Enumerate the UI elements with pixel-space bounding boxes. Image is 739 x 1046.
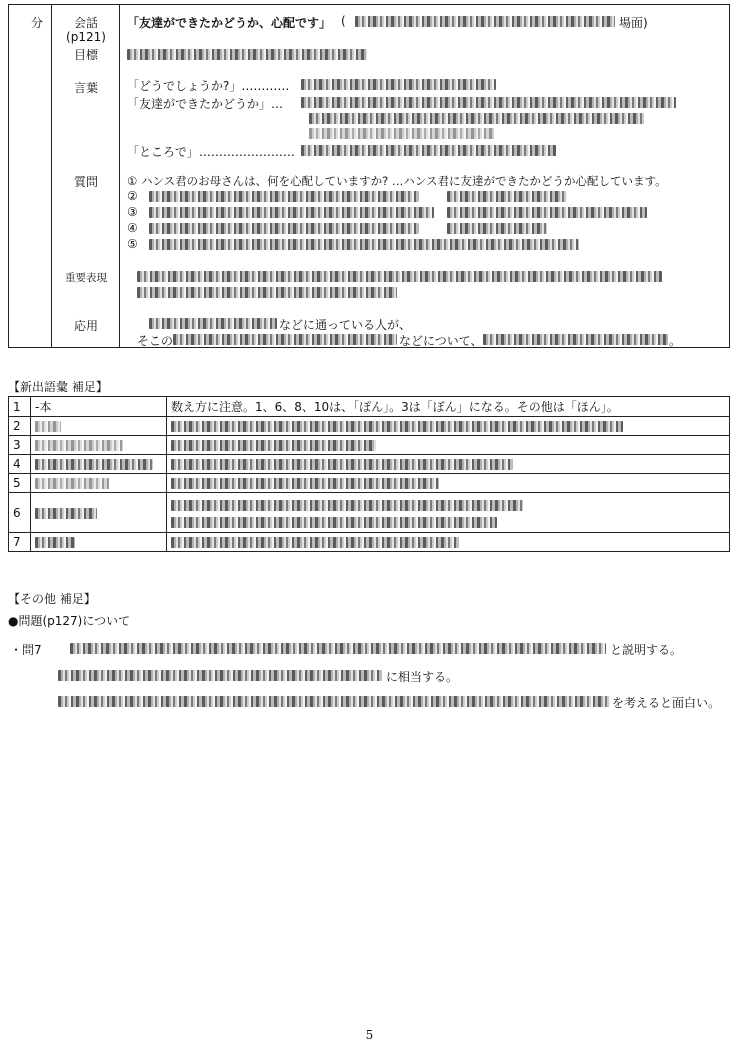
ouyou-label: 応用 xyxy=(73,319,98,333)
vocab-note xyxy=(167,455,730,474)
vocab-word xyxy=(31,533,167,552)
column-divider xyxy=(119,5,120,347)
kotoba-line1: 「どうでしょうか?」………… xyxy=(127,79,290,93)
redacted-text xyxy=(171,459,513,470)
redacted-text xyxy=(35,537,75,548)
question-1: ① ハンス君のお母さんは、何を心配していますか? …ハンス君に友達ができたかどうか心配しています。 xyxy=(127,174,667,188)
shitsumon-label: 質問 xyxy=(73,175,98,189)
redacted-text xyxy=(149,223,419,234)
ouyou-line2-head: そこの xyxy=(137,334,174,348)
question-7-tail: と説明する。 xyxy=(610,643,683,657)
redacted-text xyxy=(35,459,153,470)
redacted-text xyxy=(355,16,615,27)
redacted-text xyxy=(171,478,439,489)
vocab-note xyxy=(167,436,730,455)
vocab-word xyxy=(31,455,167,474)
vocab-table xyxy=(8,396,730,552)
vocab-word xyxy=(31,417,167,436)
problem-bullet: ●問題(p127)について xyxy=(8,614,131,628)
column-divider xyxy=(51,5,52,347)
redacted-text xyxy=(35,508,97,519)
question-5-num: ⑤ xyxy=(127,237,138,251)
redacted-text xyxy=(58,696,610,707)
vocab-num: 1 xyxy=(9,397,31,417)
vocab-note: 数え方に注意。1、6、8、10は、「ぽん」。3は「ぼん」になる。その他は「ほん」。 xyxy=(167,397,730,417)
mokuhyou-label: 目標 xyxy=(73,48,98,62)
redacted-text xyxy=(171,440,376,451)
question-4-num: ④ xyxy=(127,221,138,235)
table-row xyxy=(9,474,730,493)
vocab-num: 7 xyxy=(9,533,31,552)
ouyou-line1: などに通っている人が、 xyxy=(279,318,412,332)
page-number: 5 xyxy=(365,1028,374,1042)
ouyou-line2-tail: 。 xyxy=(669,334,682,348)
kotoba-label: 言葉 xyxy=(73,81,98,95)
vocab-num: 2 xyxy=(9,417,31,436)
vocab-num: 6 xyxy=(9,493,31,533)
redacted-text xyxy=(149,191,419,202)
kotoba-line2: 「友達ができたかどうか」… xyxy=(127,97,284,111)
redacted-text xyxy=(127,49,367,60)
vocab-num: 5 xyxy=(9,474,31,493)
vocab-note xyxy=(167,533,730,552)
redacted-text xyxy=(149,239,579,250)
question-7-label: ・問7 xyxy=(10,643,42,657)
redacted-text xyxy=(137,271,662,282)
vocab-note xyxy=(167,417,730,436)
title-paren: ( xyxy=(341,14,346,28)
question-3-num: ③ xyxy=(127,205,138,219)
kaiwa-label: 会話 xyxy=(73,16,98,30)
juuyou-label: 重要表現 xyxy=(65,272,107,284)
redacted-text xyxy=(447,223,547,234)
redacted-text xyxy=(35,440,123,451)
lesson-table xyxy=(8,4,730,348)
title-suffix: 場面) xyxy=(619,16,648,30)
table-row xyxy=(9,417,730,436)
vocab-note xyxy=(167,493,730,533)
question-2-num: ② xyxy=(127,189,138,203)
redacted-text xyxy=(35,421,61,432)
vocab-word xyxy=(31,436,167,455)
vocab-word xyxy=(31,493,167,533)
vocab-word xyxy=(31,474,167,493)
redacted-text xyxy=(301,97,676,108)
redacted-text xyxy=(171,517,497,528)
ouyou-line2-mid: などについて、 xyxy=(399,334,483,348)
vocab-num: 4 xyxy=(9,455,31,474)
table-row xyxy=(9,455,730,474)
redacted-text xyxy=(149,318,277,329)
vocab-note xyxy=(167,474,730,493)
line3-tail: を考えると面白い。 xyxy=(612,696,721,710)
redacted-text xyxy=(137,287,397,298)
redacted-text xyxy=(173,334,397,345)
vocab-heading: 【新出語彙 補足】 xyxy=(8,380,108,394)
redacted-text xyxy=(70,643,606,654)
kotoba-line3: 「ところで」…………………… xyxy=(127,145,295,159)
redacted-text xyxy=(301,145,556,156)
redacted-text xyxy=(483,334,668,345)
redacted-text xyxy=(309,113,644,124)
redacted-text xyxy=(301,79,496,90)
redacted-text xyxy=(171,500,523,511)
dialogue-title: 「友達ができたかどうか、心配です」 xyxy=(127,16,332,30)
redacted-text xyxy=(35,478,109,489)
redacted-text xyxy=(149,207,434,218)
table-row xyxy=(9,397,730,417)
redacted-text xyxy=(309,128,494,139)
redacted-text xyxy=(447,207,647,218)
kaiwa-page-ref: (p121) xyxy=(66,30,106,44)
line2-tail: に相当する。 xyxy=(386,670,459,684)
table-row xyxy=(9,436,730,455)
other-heading: 【その他 補足】 xyxy=(8,592,96,606)
vocab-word: -本 xyxy=(31,397,167,417)
redacted-text xyxy=(58,670,382,681)
table-row xyxy=(9,493,730,533)
redacted-text xyxy=(171,421,623,432)
table-row xyxy=(9,533,730,552)
redacted-text xyxy=(171,537,459,548)
redacted-text xyxy=(447,191,567,202)
fun-label: 分 xyxy=(31,16,44,30)
vocab-num: 3 xyxy=(9,436,31,455)
